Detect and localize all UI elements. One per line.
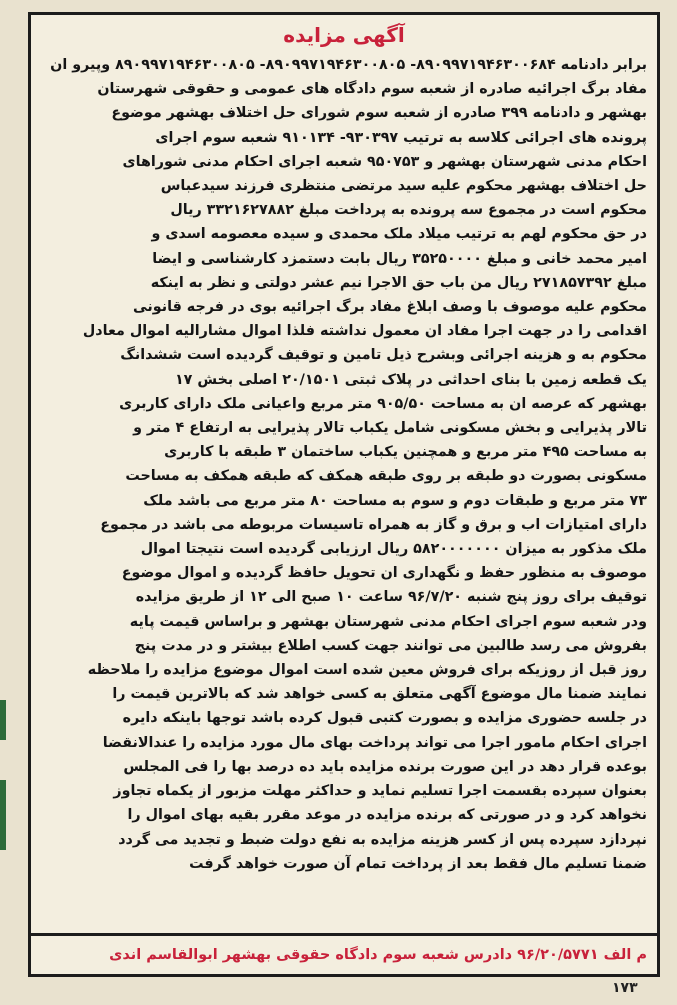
notice-line: ملک مذکور به میزان ۵۸۲۰۰۰۰۰۰۰ ریال ارزیابی گردیده است نتیجتا اموال [140,541,647,558]
notice-line: موصوف به منظور حفظ و نگهداری ان تحویل حافظ گردیده و اموال موضوع [121,565,647,582]
notice-line: نمایند ضمنا مال موضوع آگهی متعلق به کسی خواهد شد که بالاترین قیمت را [112,686,647,703]
notice-line: در حق محکوم لهم به ترتیب میلاد ملک محمدی و سیده معصومه اسدی و [151,226,647,243]
notice-title: آگهی مزایده [283,23,405,47]
notice-line: در جلسه حضوری مزایده و بصورت کتبی قبول کرده باشد توجها باینکه دایره [122,710,647,727]
footer-divider [31,933,657,936]
notice-line: مبلغ ۲۷۱۸۵۷۳۹۲ ریال من باب حق الاجرا نیم عشر دولتی و نظر به اینکه [150,274,647,291]
notice-line: ودر شعبه سوم اجرای احکام مدنی شهرستان بهشهر و براساس قیمت پایه [129,613,647,630]
side-decoration [0,700,6,740]
notice-line: روز قبل از روزیکه برای فروش معین شده است اموال موضوع مزایده را ملاحظه [87,662,647,679]
notice-line: بعنوان سپرده بقسمت اجرا تسلیم نماید و حداکثر مهلت مزبور از یکماه تجاوز [113,783,647,800]
notice-line: محکوم علیه موصوف با وصف ابلاغ مفاد برگ اجرائیه بوی در فرجه قانونی [132,299,647,316]
notice-body [41,53,647,876]
notice-line: نپردازد سپرده پس از کسر هزینه مزایده به نفع دولت ضبط و تجدید می گردد [118,831,647,848]
page-number: ۱۷۳ [612,980,638,996]
notice-footer: م الف ۹۶/۲۰/۵۷۷۱ دادرس شعبه سوم دادگاه حقوقی بهشهر ابوالقاسم اندی [109,947,647,963]
notice-line: به مساحت ۴۹۵ متر مربع و همچنین یکباب ساختمان ۳ طبقه با کاربری [164,444,647,461]
notice-line: مفاد برگ اجرائیه صادره از شعبه سوم دادگاه های عمومی و حقوقی شهرستان [97,81,647,98]
notice-line: محکوم است در مجموع سه پرونده به پرداخت مبلغ ۳۳۲۱۶۲۷۸۸۲ ریال [170,202,647,219]
notice-line: پرونده های اجرائی کلاسه به ترتیب ۹۳۰۳۹۷- ۹۱۰۱۳۴ شعبه سوم اجرای [155,129,647,146]
notice-line: احکام مدنی شهرستان بهشهر و ۹۵۰۷۵۳ شعبه اجرای احکام مدنی شوراهای [122,153,647,170]
notice-line: مسکونی بصورت دو طبقه بر روی طبقه همکف که طبقه همکف به مساحت [125,468,647,485]
notice-line: برابر دادنامه ۸۹۰۹۹۷۱۹۴۶۳۰۰۶۸۴- ۸۹۰۹۹۷۱۹۴۶۳۰۰۸۰۵- ۸۹۰۹۹۷۱۹۴۶۳۰۰۸۰۵ وپیرو ان [50,57,647,73]
notice-line: بهشهر که عرصه ان به مساحت ۹۰۵/۵۰ متر مربع واعیانی ملک دارای کاربری [119,395,647,412]
notice-line: تالار پذیرایی و بخش مسکونی شامل یکباب تالار پذیرایی به ارتفاع ۴ متر و [133,420,647,437]
notice-line: بهشهر و دادنامه ۳۹۹ صادره از شعبه سوم شورای حل اختلاف بهشهر موضوع [111,105,647,122]
notice-line: یک قطعه زمین با بنای احداثی در پلاک ثبتی ۲۰/۱۵۰۱ اصلی بخش ۱۷ [174,371,647,388]
notice-line: دارای امتیازات اب و برق و گاز به همراه تاسیسات مربوطه می باشد در مجموع [100,516,647,533]
notice-line: محکوم به و هزینه اجرائی وبشرح ذیل تامین و توقیف گردیده است ششدانگ [120,347,647,364]
notice-line: اقدامی را در جهت اجرا مفاد ان معمول نداشته فلذا اموال مشارالیه اموال معادل [82,323,647,340]
notice-line: حل اختلاف بهشهر محکوم علیه سید مرتضی منتظری فرزند سیدعباس [160,178,647,195]
auction-notice [28,12,660,977]
side-decoration [0,780,6,850]
notice-line: بفروش می رسد طالبین می توانند جهت کسب اطلاع بیشتر و در مدت پنج [134,637,647,654]
notice-line: ۷۳ متر مربع و طبقات دوم و سوم به مساحت ۸۰ متر مربع می باشد ملک [143,492,647,509]
notice-line: اجرای احکام مامور اجرا می تواند پرداخت بهای مال مورد مزایده را عندالانقضا [102,734,647,751]
notice-line: بوعده قرار دهد در این صورت برنده مزایده باید ده درصد بها را فی المجلس [123,758,647,775]
notice-line: توقیف برای روز پنج شنبه ۹۶/۷/۲۰ ساعت ۱۰ صبح الی ۱۲ از طریق مزایده [135,589,647,606]
notice-line: نخواهد کرد و در صورتی که برنده مزایده در موعد مقرر بقیه بهای اموال را [127,807,647,824]
notice-line: امیر محمد خانی و مبلغ ۳۵۲۵۰۰۰۰ ریال بابت دستمزد کارشناسی و ایضا [152,250,647,267]
notice-line: ضمنا تسلیم مال فقط بعد از پرداخت تمام آن صورت خواهد گرفت [189,855,647,872]
